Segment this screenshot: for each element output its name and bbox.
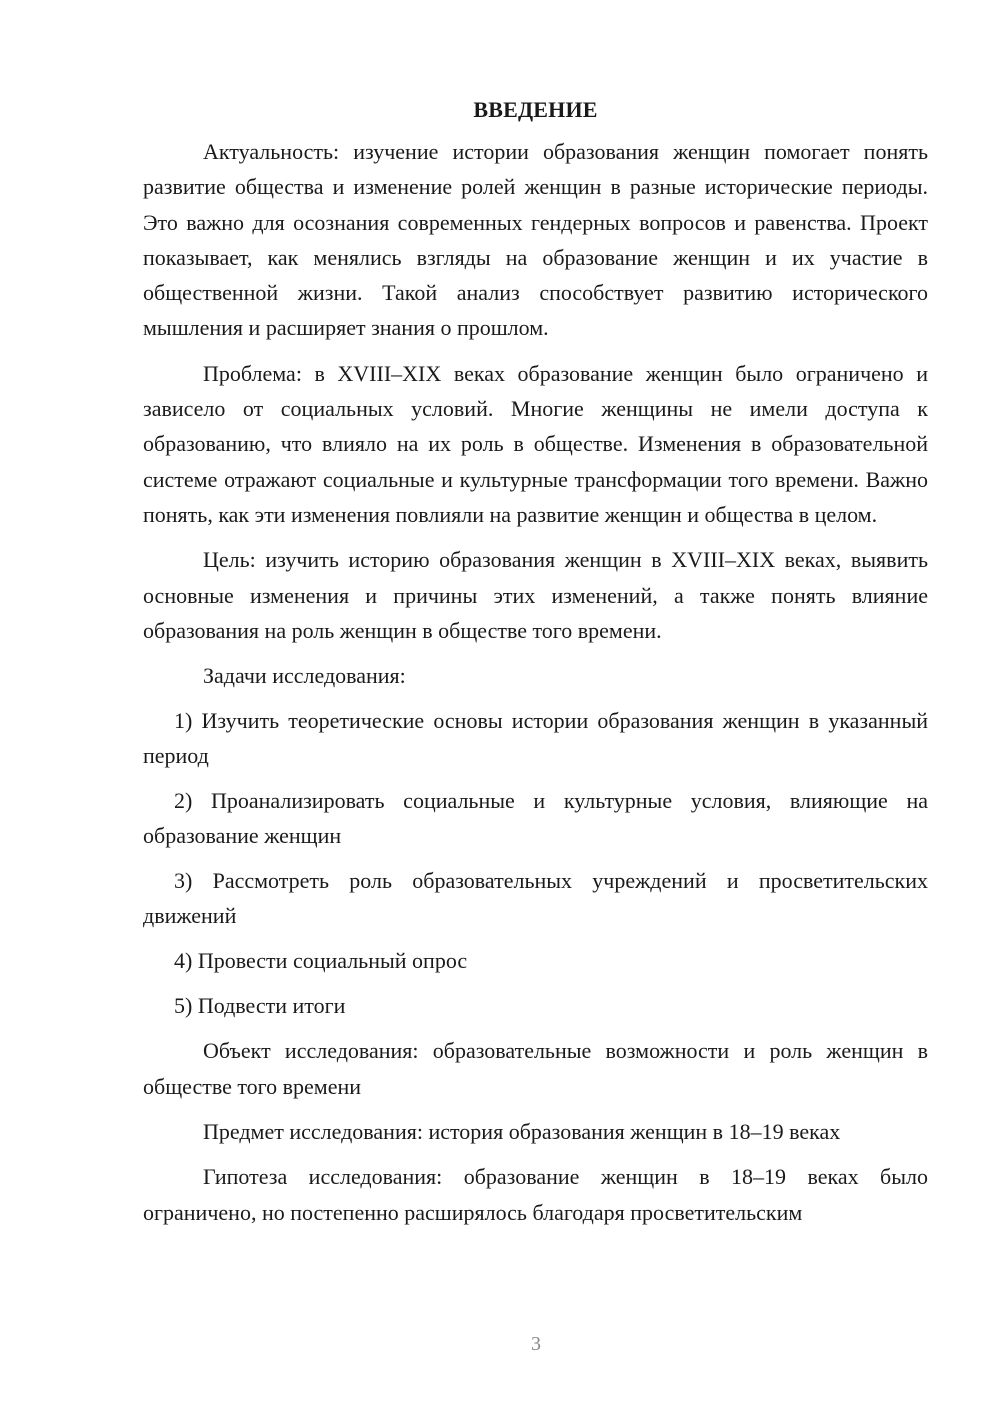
paragraph-problem: Проблема: в XVIII–XIX веках образование женщин было ограничено и зависело от социальных условий. Многие женщины не имели доступа к образованию, что влияло на их роль в обществе. Изменения в образовательной системе отражают социальные и культурные трансформации того времени. Важно понять, как эти изменения повлияли на развитие женщин и общества в целом. <box>143 360 928 527</box>
list-item: 5) Подвести итоги <box>174 993 346 1019</box>
paragraph-relevance: Актуальность: изучение истории образования женщин помогает понять развитие общества и изменение ролей женщин в разные исторические периоды. Это важно для осознания современных гендерных вопросов и равенства. Проект показывает, как менялись взгляды на образование женщин и их участие в общественной жизни. Такой анализ способствует развитию исторического мышления и расширяет знания о прошлом. <box>143 139 928 341</box>
paragraph-tasks-heading: Задачи исследования: <box>203 663 406 689</box>
page-number: 3 <box>531 1333 541 1355</box>
list-item: 3) Рассмотреть роль образовательных учреждений и просветительских движений <box>143 868 928 929</box>
list-item: 4) Провести социальный опрос <box>174 948 468 974</box>
list-item: 1) Изучить теоретические основы истории образования женщин в указанный период <box>143 708 928 769</box>
paragraph-hypothesis: Гипотеза исследования: образование женщин в 18–19 веках было ограничено, но постепенно расширялось благодаря просветительским <box>143 1164 928 1225</box>
tasks-list <box>143 703 928 1023</box>
paragraph-goal: Цель: изучить историю образования женщин в XVIII–XIX веках, выявить основные изменения и причины этих изменений, а также понять влияние образования на роль женщин в обществе того времени. <box>143 547 928 643</box>
paragraph-object: Объект исследования: образовательные возможности и роль женщин в обществе того времени <box>143 1038 928 1099</box>
list-item: 2) Проанализировать социальные и культурные условия, влияющие на образование женщин <box>143 788 928 849</box>
paragraph-subject: Предмет исследования: история образования женщин в 18–19 веках <box>203 1119 841 1145</box>
document-page <box>143 95 928 1230</box>
page-title: ВВЕДЕНИЕ <box>473 97 598 122</box>
